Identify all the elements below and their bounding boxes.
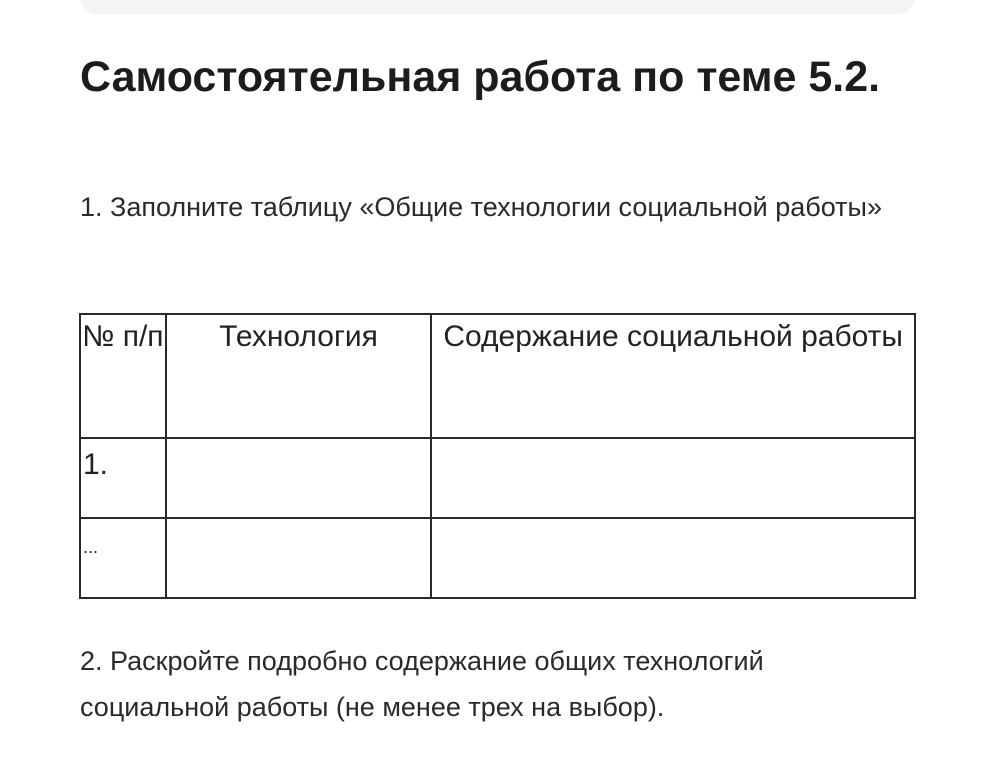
- task-1-text: 1. Заполните таблицу «Общие технологии социальной работы»: [80, 192, 882, 222]
- table-header-row: [80, 314, 915, 438]
- table-cell-number: [80, 518, 166, 598]
- table-cell-technology: [166, 518, 432, 598]
- row-number-label: 1.: [83, 448, 109, 481]
- header-technology: Технология: [166, 314, 432, 438]
- task-2-text: 2. Раскройте подробно содержание общих технологий социальной работы (не менее трех на выбор).: [80, 646, 764, 722]
- technologies-table: [79, 313, 916, 599]
- table-row: [80, 518, 915, 598]
- table-row: [80, 438, 915, 518]
- table-cell-number: [80, 438, 166, 518]
- header-content: Содержание социальной работы: [431, 314, 915, 438]
- row-number-label: ...: [83, 537, 99, 557]
- page-title: Самостоятельная работа по теме 5.2.: [80, 53, 881, 101]
- header-number: № п/п: [80, 314, 166, 438]
- table-cell-content: [431, 438, 915, 518]
- top-card: [80, 0, 915, 14]
- table-cell-content: [431, 518, 915, 598]
- table-cell-technology: [166, 438, 432, 518]
